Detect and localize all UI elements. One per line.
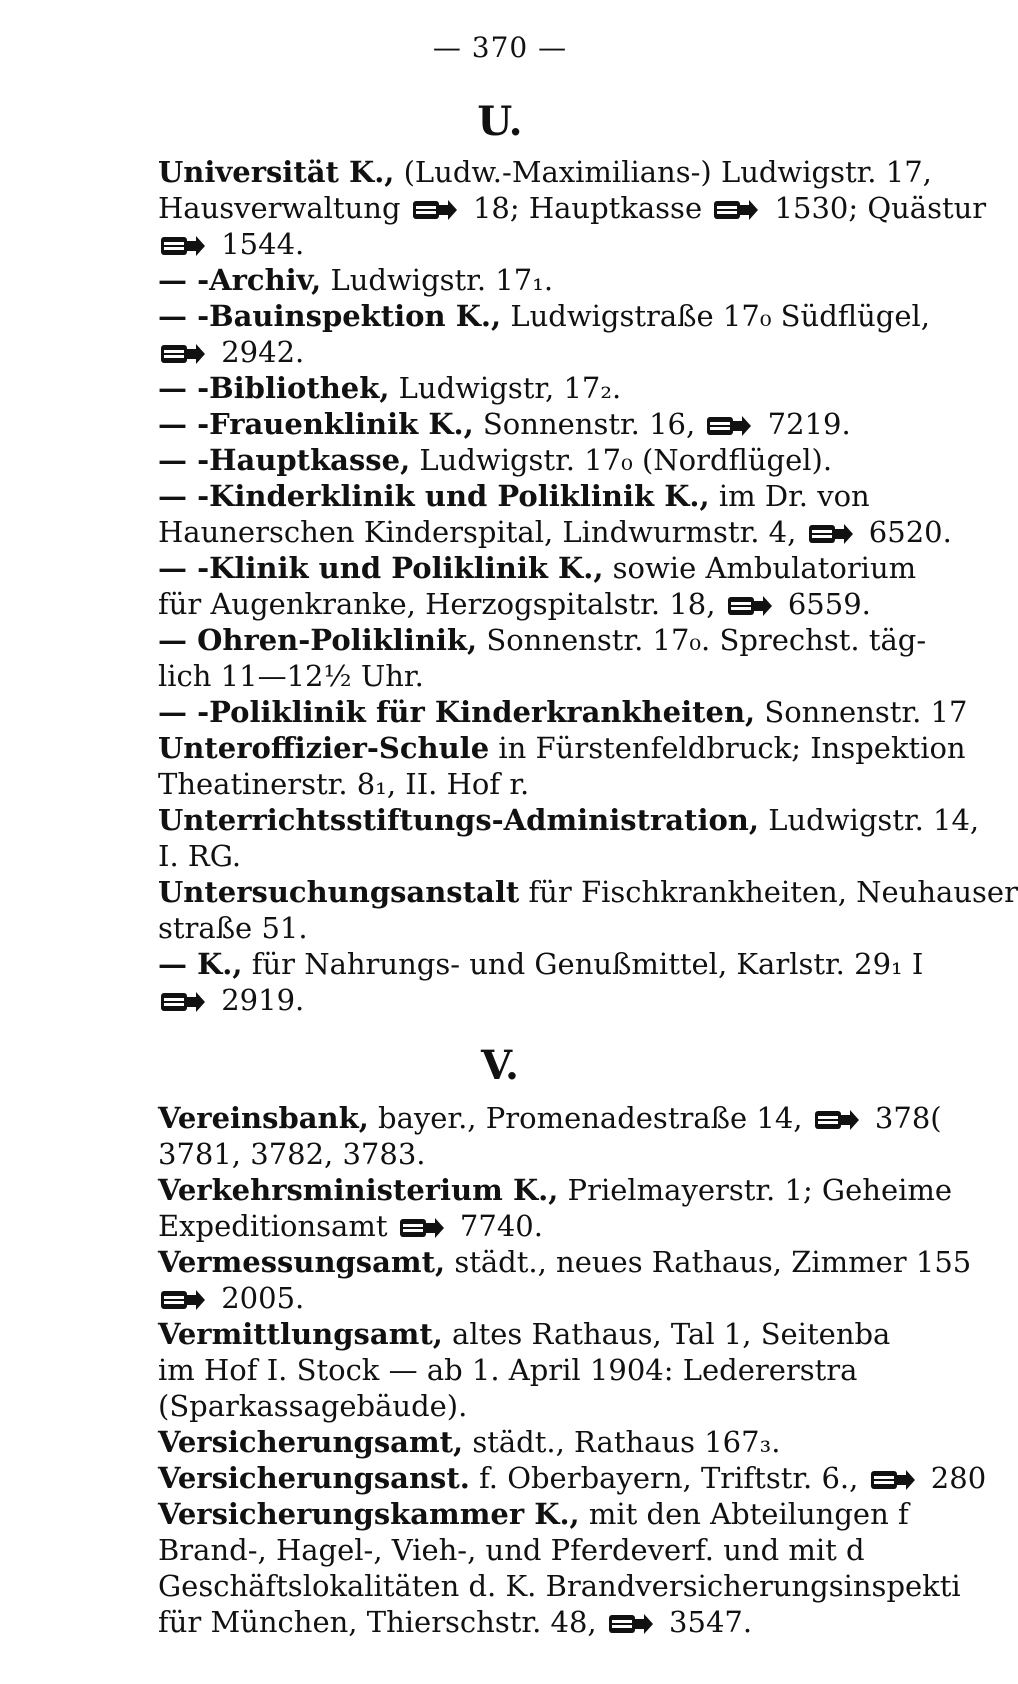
- directory-entry: [158, 1100, 978, 1172]
- section-u-entries: [158, 154, 1018, 1018]
- directory-entry: [158, 1172, 978, 1244]
- telephone-icon: [608, 1613, 654, 1635]
- entry-headword: — -Archiv,: [158, 263, 322, 297]
- entry-headword: Unterrichtsstiftungs-Administration,: [158, 803, 759, 837]
- entry-text: Expeditionsamt 7740.: [158, 1209, 543, 1243]
- entry-line: [158, 190, 987, 226]
- directory-entry: [158, 154, 987, 262]
- entry-line: [158, 370, 978, 406]
- entry-headword: Untersuchungsanstalt: [158, 875, 520, 909]
- telephone-icon: [713, 199, 759, 221]
- entry-headword: — -Poliklinik für Kinderkrankheiten,: [158, 695, 756, 729]
- entry-line: [158, 910, 978, 946]
- entry-text: (Sparkassagebäude).: [158, 1389, 468, 1423]
- entry-line: [158, 298, 978, 334]
- entry-text: altes Rathaus, Tal 1, Seitenba: [442, 1317, 891, 1351]
- entry-line: [158, 1568, 978, 1604]
- telephone-icon: [160, 991, 206, 1013]
- directory-entry: [158, 550, 978, 622]
- entry-line: [158, 1352, 978, 1388]
- directory-entry: [158, 1424, 978, 1460]
- telephone-icon: [814, 1109, 860, 1131]
- entry-text: städt., Rathaus 167₃.: [463, 1425, 781, 1459]
- entry-line: [188, 982, 978, 1018]
- directory-entry: [158, 1460, 987, 1496]
- directory-entry: [158, 802, 978, 874]
- entry-line: [188, 1280, 978, 1316]
- entry-line: [158, 154, 978, 190]
- entry-headword: — -Hauptkasse,: [158, 443, 411, 477]
- entry-text: mit den Abteilungen f: [579, 1497, 909, 1531]
- entry-line: [158, 622, 978, 658]
- directory-entry: [158, 442, 978, 478]
- directory-entry: [158, 874, 1018, 946]
- entry-headword: — Ohren-Poliklinik,: [158, 623, 478, 657]
- entry-line: [158, 658, 978, 694]
- entry-text: Theatinerstr. 8₁, II. Hof r.: [158, 767, 530, 801]
- entry-headword: Vereinsbank,: [158, 1101, 369, 1135]
- directory-entry: [158, 730, 978, 802]
- entry-line: [158, 478, 978, 514]
- entry-text: Haunerschen Kinderspital, Lindwurmstr. 4, 6520.: [158, 515, 952, 549]
- entry-line: [158, 262, 978, 298]
- telephone-icon: [399, 1217, 445, 1239]
- entry-text: für Nahrungs- und Genußmittel, Karlstr. 29₁ I: [242, 947, 924, 981]
- entry-line: [158, 1100, 978, 1136]
- entry-text: Ludwigstraße 17₀ Südflügel,: [501, 299, 931, 333]
- entry-text: in Fürstenfeldbruck; Inspektion: [489, 731, 966, 765]
- entry-text: für München, Thierschstr. 48, 3547.: [158, 1605, 753, 1639]
- directory-entry: [158, 694, 978, 730]
- entry-line: [158, 1460, 987, 1496]
- directory-entry: [158, 298, 978, 370]
- entry-headword: — -Kinderklinik und Poliklinik K.,: [158, 479, 710, 513]
- entry-headword: Universität K.,: [158, 155, 395, 189]
- entry-headword: Vermessungsamt,: [158, 1245, 446, 1279]
- directory-entry: [158, 478, 978, 550]
- entry-line: [158, 1424, 978, 1460]
- entry-headword: — -Klinik und Poliklinik K.,: [158, 551, 604, 585]
- section-heading-u: U.: [477, 98, 523, 145]
- telephone-icon: [160, 235, 206, 257]
- entry-line: [158, 514, 978, 550]
- entry-text: Ludwigstr. 14,: [759, 803, 980, 837]
- entry-line: [158, 730, 978, 766]
- entry-text: 1544.: [158, 227, 304, 261]
- entry-text: im Dr. von: [709, 479, 870, 513]
- directory-entry: [158, 946, 978, 1018]
- entry-text: sowie Ambulatorium: [603, 551, 917, 585]
- entry-text: Ludwigstr. 17₀ (Nordflügel).: [410, 443, 833, 477]
- entry-line: [158, 1136, 978, 1172]
- entry-headword: — -Bibliothek,: [158, 371, 390, 405]
- entry-line: [158, 838, 978, 874]
- entry-text: bayer., Promenadestraße 14, 378(: [368, 1101, 942, 1135]
- entry-line: [158, 550, 978, 586]
- entry-text: f. Oberbayern, Triftstr. 6., 280: [469, 1461, 987, 1495]
- entry-headword: Versicherungsanst.: [158, 1461, 470, 1495]
- entry-line: [158, 874, 1018, 910]
- entry-headword: Versicherungsamt,: [158, 1425, 464, 1459]
- entry-line: [158, 694, 978, 730]
- entry-text: für Augenkranke, Herzogspitalstr. 18, 6559.: [158, 587, 871, 621]
- telephone-icon: [160, 1289, 206, 1311]
- entry-headword: — -Bauinspektion K.,: [158, 299, 502, 333]
- entry-line: [158, 802, 980, 838]
- entry-headword: Unteroffizier-Schule: [158, 731, 490, 765]
- entry-line: [158, 1388, 978, 1424]
- directory-entry: [158, 406, 978, 442]
- entry-line: [158, 1532, 978, 1568]
- entry-text: Sonnenstr. 17₀. Sprechst. täg-: [477, 623, 927, 657]
- entry-line: [188, 226, 978, 262]
- entry-line: [158, 946, 978, 982]
- entry-text: 2919.: [158, 983, 304, 1017]
- entry-headword: Vermittlungsamt,: [158, 1317, 443, 1351]
- entry-text: 3781, 3782, 3783.: [158, 1137, 426, 1171]
- entry-text: 2942.: [158, 335, 304, 369]
- entry-text: Ludwigstr, 17₂.: [389, 371, 622, 405]
- entry-text: städt., neues Rathaus, Zimmer 155: [445, 1245, 972, 1279]
- entry-headword: Versicherungskammer K.,: [158, 1497, 580, 1531]
- entry-text: I. RG.: [158, 839, 242, 873]
- section-v-entries: [158, 1100, 987, 1640]
- entry-line: [158, 406, 978, 442]
- entry-text: straße 51.: [158, 911, 308, 945]
- entry-line: [158, 442, 978, 478]
- entry-line: [158, 766, 978, 802]
- entry-text: Hausverwaltung 18; Hauptkasse 1530; Quästur: [158, 191, 987, 225]
- entry-line: [188, 334, 978, 370]
- entry-text: Sonnenstr. 16, 7219.: [473, 407, 851, 441]
- entry-line: [158, 1208, 978, 1244]
- entry-text: Sonnenstr. 17: [755, 695, 968, 729]
- entry-line: [158, 1172, 978, 1208]
- entry-line: [158, 1316, 978, 1352]
- directory-entry: [158, 370, 978, 406]
- entry-line: [158, 1496, 978, 1532]
- entry-headword: — -Frauenklinik K.,: [158, 407, 474, 441]
- entry-text: Prielmayerstr. 1; Geheime: [558, 1173, 953, 1207]
- telephone-icon: [160, 343, 206, 365]
- telephone-icon: [706, 415, 752, 437]
- telephone-icon: [412, 199, 458, 221]
- entry-line: [158, 586, 978, 622]
- directory-entry: [158, 1244, 978, 1316]
- entry-text: Brand-, Hagel-, Vieh-, und Pferdeverf. und mit d: [158, 1533, 865, 1567]
- page-number: — 370 —: [432, 31, 568, 64]
- entry-text: im Hof I. Stock — ab 1. April 1904: Ledererstra: [158, 1353, 858, 1387]
- directory-entry: [158, 1496, 978, 1640]
- telephone-icon: [727, 595, 773, 617]
- directory-entry: [158, 262, 978, 298]
- telephone-icon: [870, 1469, 916, 1491]
- entry-text: 2005.: [158, 1281, 304, 1315]
- entry-headword: Verkehrsministerium K.,: [158, 1173, 559, 1207]
- section-heading-v: V.: [481, 1042, 519, 1089]
- entry-line: [158, 1244, 978, 1280]
- entry-headword: — K.,: [158, 947, 243, 981]
- directory-entry: [158, 622, 978, 694]
- entry-text: Ludwigstr. 17₁.: [321, 263, 554, 297]
- entry-text: lich 11—12½ Uhr.: [158, 659, 424, 693]
- entry-text: für Fischkrankheiten, Neuhauser: [519, 875, 1018, 909]
- entry-text: (Ludw.-Maximilians-) Ludwigstr. 17,: [394, 155, 932, 189]
- telephone-icon: [808, 523, 854, 545]
- entry-text: Geschäftslokalitäten d. K. Brandversicherungsinspekti: [158, 1569, 961, 1603]
- directory-entry: [158, 1316, 978, 1424]
- entry-line: [158, 1604, 978, 1640]
